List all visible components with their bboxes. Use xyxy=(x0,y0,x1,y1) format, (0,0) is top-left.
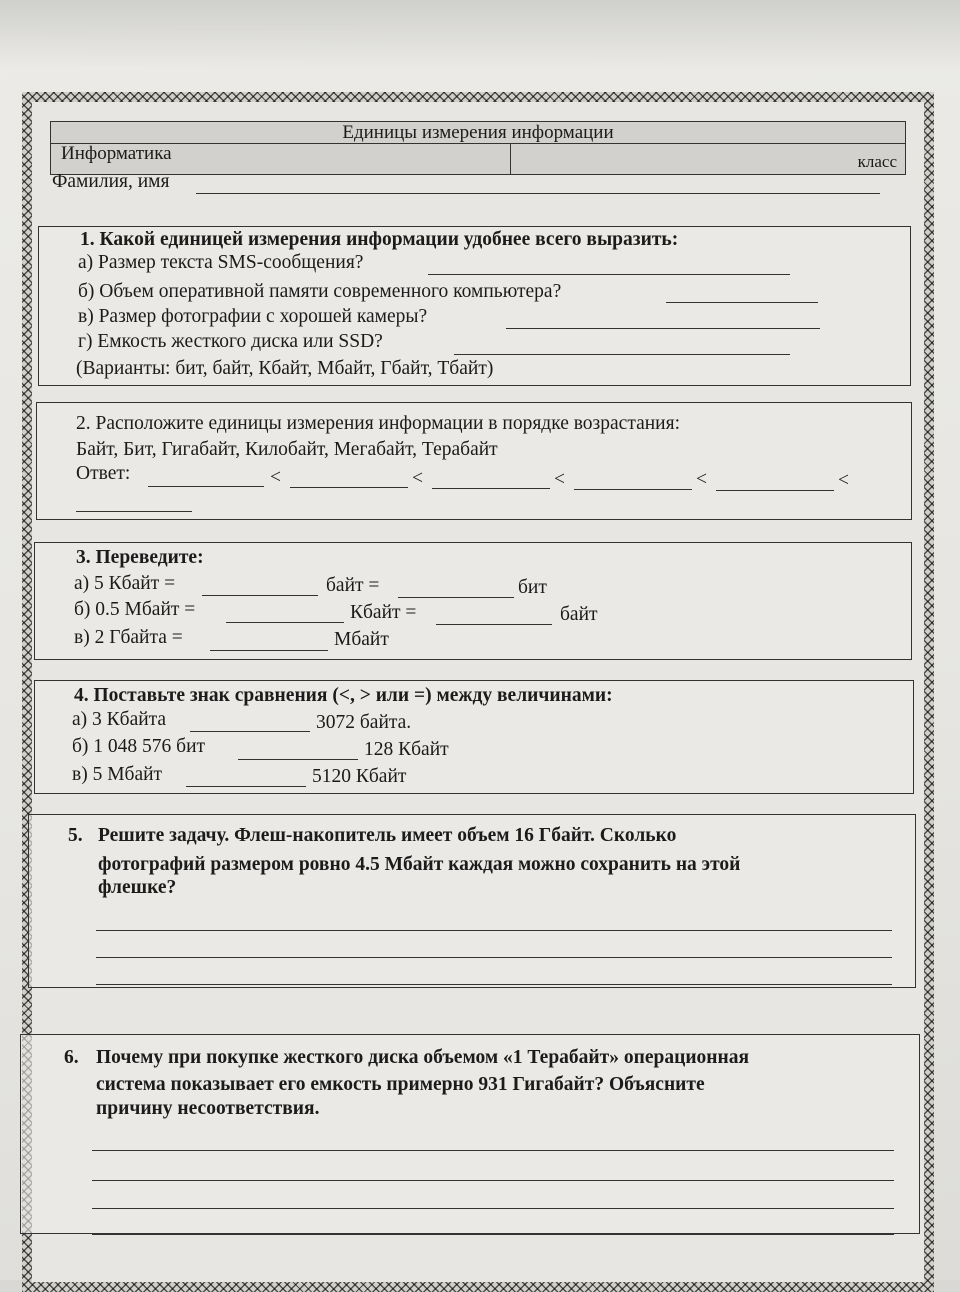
order-slot-3[interactable] xyxy=(432,488,550,489)
name-label: Фамилия, имя xyxy=(52,171,170,192)
answer-line-3b-1[interactable] xyxy=(226,622,344,623)
less-than-sign: < xyxy=(412,468,423,489)
class-label: класс xyxy=(857,152,897,171)
question-3b-mid: Кбайт = xyxy=(350,602,417,623)
answer-line-3a-1[interactable] xyxy=(202,595,318,596)
question-3a-mid: байт = xyxy=(326,575,380,596)
name-answer-line[interactable] xyxy=(196,193,880,194)
answer-line-1b[interactable] xyxy=(666,302,818,303)
question-3c-left: в) 2 Гбайта = xyxy=(74,627,183,648)
answer-line-6-3[interactable] xyxy=(92,1208,894,1209)
order-slot-4[interactable] xyxy=(574,489,692,490)
answer-line-3a-2[interactable] xyxy=(398,597,514,598)
worksheet-title: Единицы измерения информации xyxy=(51,122,905,144)
less-than-sign: < xyxy=(270,467,281,488)
subject-cell: Информатика xyxy=(51,144,511,174)
question-4b-left: б) 1 048 576 бит xyxy=(72,736,206,757)
less-than-sign: < xyxy=(838,470,849,491)
question-4c-right: 5120 Кбайт xyxy=(312,766,407,787)
question-2-title: 2. Расположите единицы измерения информации в порядке возрастания: xyxy=(76,413,680,434)
question-1b: б) Объем оперативной памяти современного компьютера? xyxy=(78,281,562,302)
less-than-sign: < xyxy=(554,469,565,490)
question-4-title: 4. Поставьте знак сравнения (<, > или =) между величинами: xyxy=(74,685,613,706)
answer-line-5-1[interactable] xyxy=(96,930,892,931)
question-2-units: Байт, Бит, Гигабайт, Килобайт, Мегабайт, Терабайт xyxy=(76,439,498,460)
compare-line-4b[interactable] xyxy=(238,759,358,760)
answer-line-5-2[interactable] xyxy=(96,957,892,958)
compare-line-4c[interactable] xyxy=(186,786,306,787)
answer-label: Ответ: xyxy=(76,463,131,484)
question-6-line-3: причину несоответствия. xyxy=(96,1098,320,1119)
question-1d: г) Емкость жесткого диска или SSD? xyxy=(78,331,383,352)
answer-line-3c[interactable] xyxy=(210,650,328,651)
question-5-line-3: флешке? xyxy=(98,877,177,898)
question-3c-right: Мбайт xyxy=(334,629,389,650)
question-1-options: (Варианты: бит, байт, Кбайт, Мбайт, Гбайт, Тбайт) xyxy=(76,358,494,379)
question-4c-left: в) 5 Мбайт xyxy=(72,764,163,785)
order-slot-6[interactable] xyxy=(76,511,192,512)
question-1-title: 1. Какой единицей измерения информации удобнее всего выразить: xyxy=(80,229,679,250)
question-6-line-1: Почему при покупке жесткого диска объемом «1 Терабайт» операционная xyxy=(96,1047,750,1068)
question-4a-right: 3072 байта. xyxy=(316,712,412,733)
question-1a: а) Размер текста SMS-сообщения? xyxy=(78,252,364,273)
answer-line-6-2[interactable] xyxy=(92,1180,894,1181)
question-3a-left: а) 5 Кбайт = xyxy=(74,573,176,594)
question-3-title: 3. Переведите: xyxy=(76,547,204,568)
header-table xyxy=(50,121,906,175)
question-3a-right: бит xyxy=(518,577,547,598)
answer-line-1d[interactable] xyxy=(454,354,790,355)
question-4b-right: 128 Кбайт xyxy=(364,739,449,760)
answer-line-6-1[interactable] xyxy=(92,1150,894,1151)
question-1c: в) Размер фотографии с хорошей камеры? xyxy=(78,306,428,327)
question-5-number: 5. xyxy=(68,825,83,846)
answer-line-1a[interactable] xyxy=(428,274,790,275)
paper-shadow xyxy=(0,0,960,70)
question-6-number: 6. xyxy=(64,1047,79,1068)
order-slot-5[interactable] xyxy=(716,490,834,491)
compare-line-4a[interactable] xyxy=(190,731,310,732)
question-3b-right: байт xyxy=(560,604,598,625)
order-slot-1[interactable] xyxy=(148,486,264,487)
question-3b-left: б) 0.5 Мбайт = xyxy=(74,599,196,620)
answer-line-5-3[interactable] xyxy=(96,984,892,985)
answer-line-6-4[interactable] xyxy=(92,1234,894,1235)
less-than-sign: < xyxy=(696,469,707,490)
question-4a-left: а) 3 Кбайта xyxy=(72,709,167,730)
question-5-line-2: фотографий размером ровно 4.5 Мбайт каждая можно сохранить на этой xyxy=(98,854,741,875)
answer-line-1c[interactable] xyxy=(506,328,820,329)
order-slot-2[interactable] xyxy=(290,487,408,488)
question-6-line-2: система показывает его емкость примерно 931 Гигабайт? Объясните xyxy=(96,1074,705,1095)
answer-line-3b-2[interactable] xyxy=(436,624,552,625)
question-5-line-1: Решите задачу. Флеш-накопитель имеет объем 16 Гбайт. Сколько xyxy=(98,825,677,846)
